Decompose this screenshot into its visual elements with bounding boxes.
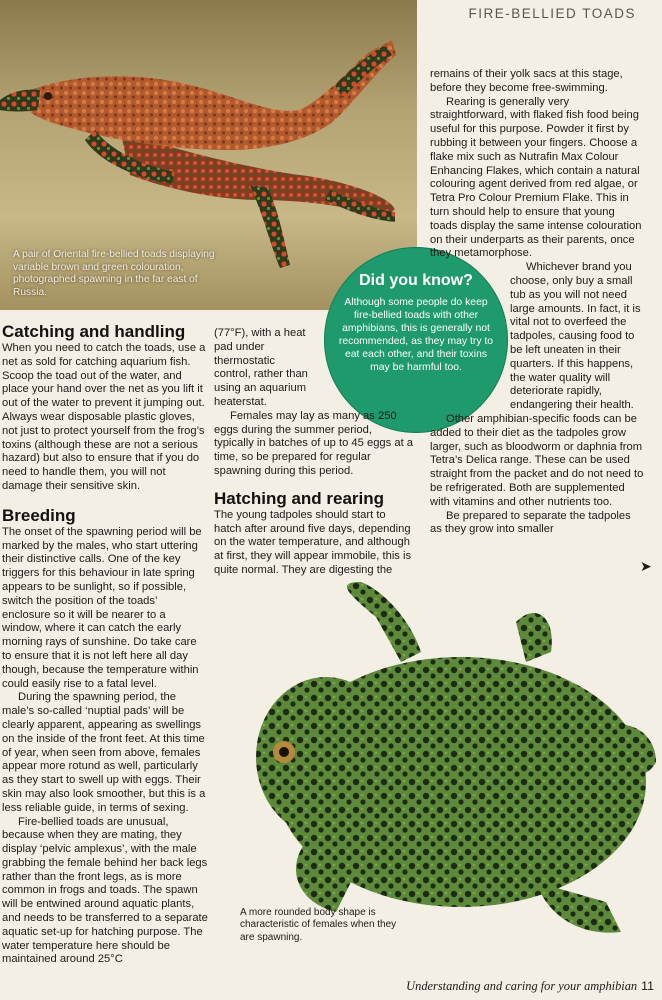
right-column bbox=[430, 68, 644, 537]
right-paragraph-4: Other amphibian-specific foods can be added to their diet as the tadpoles grow larger, such as bloodworm or daphnia from Tetra’s Delica range. These can be used straight from the packet and do not need to be refrigerated. Both are supplemented with vitamins and other nutrients too. bbox=[430, 412, 644, 508]
bottom-photo-caption: A more rounded body shape is characteristic of females when they are spawning. bbox=[240, 907, 397, 943]
page-footer bbox=[406, 979, 654, 994]
right-paragraph-5: Be prepared to separate the tadpoles as they grow into smaller bbox=[430, 509, 631, 536]
right-paragraph-1: remains of their yolk sacs at this stage, before they become free-swimming. bbox=[430, 68, 623, 94]
hatching-heading: Hatching and rearing bbox=[214, 488, 385, 508]
toad-top-view-illustration bbox=[226, 582, 662, 954]
continue-arrow-icon: ➤ bbox=[640, 558, 652, 574]
catching-heading: Catching and handling bbox=[2, 322, 186, 341]
middle-paragraph-1: (77°F), with a heat pad under thermostatic control, rather than using an aquarium heaterstat. bbox=[214, 327, 308, 408]
catching-paragraph-1: When you need to catch the toads, use a net as sold for catching aquarium fish. Scoop the toad out of the water, and place your hand over the net as you lift it out of the water to prevent it jumping out. Always wear disposable plastic gloves, not just to protect yourself from the frog’s toxins (although these are not a serious hazard) but also to ensure that if you do need to handle them, you will not damage their sensitive skin. bbox=[2, 342, 206, 492]
running-head: FIRE-BELLIED TOADS bbox=[468, 6, 636, 21]
breeding-paragraph-1: The onset of the spawning period will be marked by the males, who start uttering their distinctive calls. One of the key triggers for this behaviour in late spring appears to be sunlight, so if possible, switch the position of the toads’ enclosure so it will be nearer to a window, where it can catch the early morning rays of sunshine. Do take care to ensure that it is not left here all day though, because the temperature within could easily rise to a fatal level. bbox=[2, 525, 202, 690]
left-column bbox=[2, 322, 208, 967]
right-paragraph-2: Rearing is generally very straightforward, with flaked fish food being useful for this purpose. Powder it first by rubbing it between your fingers. Choose a flake mix such as Nutrafin Max Colour Enhancing Flakes, which contain a natural colouring agent derived from red algae, or Tetra Pro Colour Premium Flake. This in turn should help to ensure that young toads display the same intense colouration on their underparts as their parents, once they metamorphose. bbox=[430, 95, 642, 260]
footer-title: Understanding and caring for your amphibian bbox=[406, 979, 638, 993]
breeding-heading: Breeding bbox=[2, 505, 76, 525]
page-number: 11 bbox=[641, 979, 654, 993]
hatching-paragraph-1: The young tadpoles should start to hatch after around five days, depending on the water temperature, and although at first, they will appear immobile, this is quite normal. They are digesting the bbox=[214, 508, 412, 576]
top-photo-caption: A pair of Oriental fire-bellied toads displaying variable brown and green colouration, photographed spawning in the far east of Russia. bbox=[13, 249, 215, 298]
middle-paragraph-2: Females may lay as many as 250 eggs during the summer period, typically in batches of up to 45 eggs at a time, so be prepared for regular spawning during this period. bbox=[214, 409, 414, 477]
right-paragraph-3: Whichever brand you choose, only buy a small tub as you will not need large amounts. In fact, it is vital not to overfeed the tadpoles, causing food to be left uneaten in their quarters. If this happens, the water quality will deteriorate rapidly, endangering their health. bbox=[510, 261, 641, 412]
fire-bellied-toad-photo bbox=[226, 582, 662, 954]
did-you-know-body: Although some people do keep fire-bellied toads with other amphibians, this is generally not recommended, as they may try to eat each other, and their toxins may be harmful too. bbox=[338, 297, 494, 373]
breeding-paragraph-2: During the spawning period, the male’s so-called ‘nuptial pads’ will be clearly apparent, appearing as swellings on the inside of the front feet. At this time of year, when seen from above, females appear more rotund as well, particularly as they start to swell up with eggs. Their skin may also look smoother, but this is a less reliable guide, in terms of sexing. bbox=[2, 691, 206, 814]
did-you-know-title: Did you know? bbox=[359, 272, 473, 289]
breeding-paragraph-3: Fire-bellied toads are unusual, because when they are mating, they display ‘pelvic amplexus’, with the male grabbing the female behind her back legs rather than the front legs, as is more common in frogs and toads. The spawn will be entwined around aquatic plants, and needs to be transferred to a separate aquatic set-up for hatching purpose. The water temperature here should be maintained around 25°C bbox=[2, 815, 208, 966]
middle-column bbox=[214, 327, 414, 578]
